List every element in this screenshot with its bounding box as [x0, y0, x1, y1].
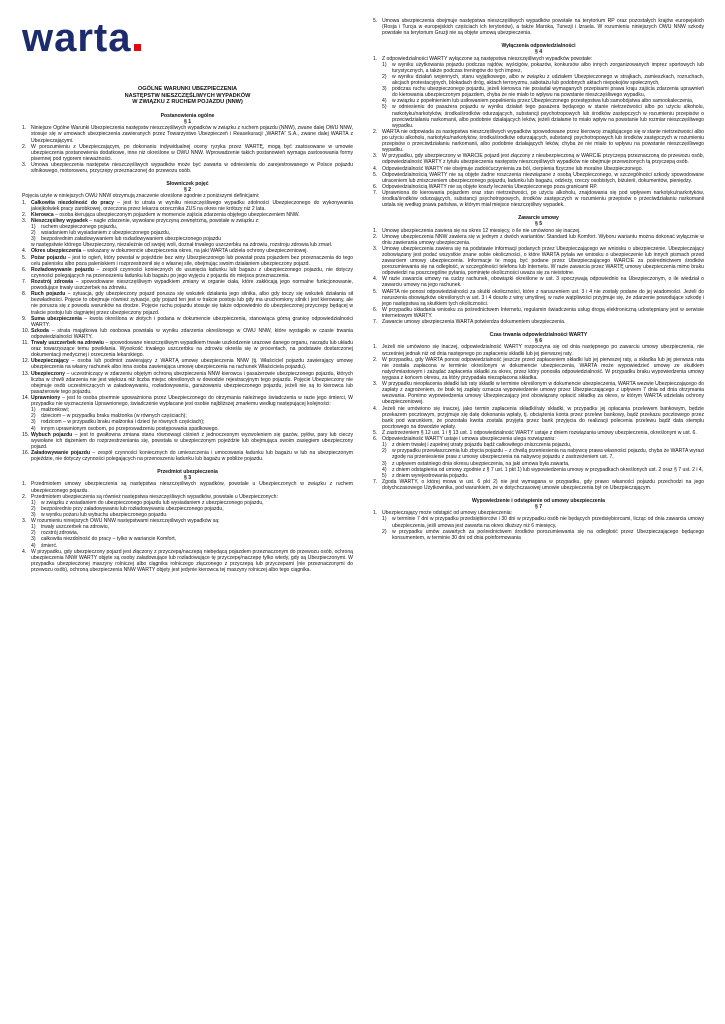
- paragraph-text: [31, 328, 353, 340]
- paragraph-text: [382, 357, 704, 381]
- paragraph-text: [382, 319, 704, 325]
- paragraph-number: 6.: [373, 436, 378, 443]
- paragraph: [22, 371, 353, 395]
- paragraph-body: WARTA nie odpowiada za następstwa nieszczęśliwych wypadków spowodowane przez kierowcę znajdującego się w stanie nietrzeźwości albo po użyciu alkoholu, narkotyku/narkotyków, środka/środków odurzających, substancji psychotropowych lub środków zastępczych w rozumieniu przepisów o przeciwdziałaniu narkomanii, albo podobnie działających leków, chyba że nie miało to wpływu na powstanie nieszczęśliwego wypadku.: [382, 128, 704, 154]
- sub-item: [373, 104, 704, 128]
- paragraph-number: 1.: [22, 125, 27, 132]
- title-line: NASTĘPSTW NIESZCZĘŚLIWYCH WYPADKÓW: [124, 92, 251, 99]
- sub-item-number: 3): [31, 236, 36, 243]
- sub-item-number: 1): [382, 61, 387, 68]
- sub-item-text: podczas ruchu ubezpieczonego pojazdu, jeżeli kierowca nie posiadał wymaganych przepisami prawa kraju zajścia zdarzenia uprawnień do kierowania ubezpieczonym pojazdem, chyba że nie miało to wpływu na powstanie nieszczęśliwego wypadku,: [392, 86, 704, 99]
- sub-item-number: 4): [31, 425, 36, 432]
- paragraph-body: Niniejsze Ogólne Warunki Ubezpieczenia następstw nieszczęśliwych wypadków w związku z ruchem pojazdu (NNW), zwane dalej OWU NNW, stosuje się w umowach ubezpieczenia zawieranych przez Towarzystwo Ubezpieczeń i Reasekuracji „WARTA” S.A., zwane dalej WARTA z Ubezpieczającymi.: [31, 125, 353, 144]
- paragraph: [373, 381, 704, 405]
- paragraph-number: 4.: [22, 548, 27, 555]
- section-title: Zawarcie umowy: [518, 215, 559, 222]
- paragraph-text: [382, 246, 704, 277]
- paragraph-body: Z zastrzeżeniem § 12 ust. 1 i § 13 ust. 1 odpowiedzialność WARTY ustaje z dniem rozwiązania umowy ubezpieczenia, określonym w ust. 6.: [382, 430, 697, 436]
- paragraph: [22, 358, 353, 370]
- sub-item-number: 3): [31, 512, 36, 518]
- paragraph-text: [31, 144, 353, 162]
- defined-term: Okres ubezpieczenia: [31, 248, 82, 255]
- sub-item-number: 1): [31, 407, 36, 414]
- paragraph-body: – zespół czynności koniecznych do umieszczenia i umocowania ładunku lub bagażu w lub na ubezpieczonym pojeździe, nie dotyczy czynności polegających na przenoszeniu ładunku lub bagażu w pobliże pojazdu.: [31, 450, 353, 463]
- paragraph: [22, 291, 353, 315]
- paragraph-body: – jest to gwałtowna zmiana stanu równowagi ciśnień z jednoczesnym wyzwoleniem się gazów, pyłów, pary lub cieczy wywołane ich dążeniem do rozprzestrzeniania się, powstała w ubezpieczonym pojeździe lub obejmująca swoim zasięgiem ubezpieczony pojazd.: [31, 431, 353, 450]
- paragraph-number: 11.: [22, 340, 29, 347]
- paragraph: [22, 549, 353, 573]
- paragraph-body: Umowę ubezpieczenia zawiera się na podstawie informacji podanych przez Ubezpieczającego we wniosku o ubezpieczenie. Ubezpieczający zobowiązany jest podać wszystkie znane sobie okoliczności, o które WARTA pytała we wniosku o ubezpieczenie lub innych pismach przed zawarciem umowy ubezpieczenia. Informacje te mogą być podane przez Ubezpieczającego WARCIE za pośrednictwem środków porozumiewania się na odległość, w szczególności telefonu lub Internetu. W razie zawarcia przez WARTĘ umowy ubezpieczenia mimo braku odpowiedzi na poszczególne pytania, pominięte okoliczności uważa się za nieistotne.: [382, 245, 704, 277]
- sub-item-number: 1): [382, 442, 387, 449]
- paragraph-text: [31, 162, 353, 174]
- paragraph-text: [382, 18, 704, 36]
- paragraph-text: [31, 291, 353, 315]
- paragraph-body: W rozumieniu niniejszych OWU NNW następstwami nieszczęśliwych wypadków są:: [31, 518, 220, 525]
- paragraph-body: W razie zawarcia umowy na cudzy rachunek, obowiązki określone w ust. 3 spoczywają odpowiednio na Ubezpieczonym, o ile wiedział o zawarciu umowy na jego rachunek.: [382, 276, 704, 289]
- paragraph-number: 7.: [373, 319, 378, 326]
- paragraph: [373, 172, 704, 184]
- paragraph-number: 5.: [22, 254, 27, 261]
- paragraph-number: 7.: [373, 189, 378, 196]
- title-line: W ZWIĄZKU Z RUCHEM POJAZDU (NNW): [132, 99, 243, 106]
- defined-term: Ubezpieczony: [31, 370, 65, 377]
- paragraph-text: [31, 358, 353, 370]
- paragraph-text: [31, 279, 353, 291]
- paragraph: [22, 279, 353, 291]
- paragraph: [22, 200, 353, 212]
- sub-item-number: 2): [382, 448, 387, 455]
- paragraph-body: – zespół czynności koniecznych do usunięcia ładunku lub bagażu z ubezpieczonego pojazdu, nie dotyczy czynności polegających na przenoszeniu ładunku lub bagażu po jego wyjęciu z pojazdu do miejsca przeznaczenia.: [31, 266, 353, 279]
- paragraph-body: – jest to ogień, który powstał w pojeździe bez winy Ubezpieczonego lub powstał poza pojazdem bez przeznaczenia do tego celu palenisku albo poza paleniskiem i rozprzestrzenił się o własnej sile, obejmując swoim działaniem ubezpieczony pojazd.: [31, 254, 353, 267]
- paragraph-body: Umowę ubezpieczenia NNW zawiera się w jednym z dwóch wariantów: Standard lub Komfort. Wyboru wariantu można dokonać wyłącznie w dniu zawierania umowy ubezpieczenia.: [382, 233, 704, 246]
- sub-item-number: 4): [382, 466, 387, 473]
- paragraph-body: Jeżeli nie umówiono się inaczej, odpowiedzialność WARTY rozpoczyna się od dnia następnego po zawarciu umowy ubezpieczenia, nie wcześniej jednak niż od dnia następnego po zapłaceniu składki lub jej pierwszej raty.: [382, 344, 704, 357]
- paragraph: [373, 307, 704, 319]
- title-line: OGÓLNE WARUNKI UBEZPIECZENIA: [137, 86, 238, 92]
- paragraph-body: Zawarcie umowy ubezpieczenia WARTA potwierdza dokumentem ubezpieczenia.: [382, 319, 566, 326]
- sub-item-text: w wyniku pożaru lub wybuchu ubezpieczonego pojazdu.: [41, 512, 168, 518]
- sub-item-text: innym uprawnionym osobom, po przeprowadzeniu postępowania spadkowego.: [41, 425, 219, 432]
- section-heading: [22, 113, 353, 125]
- sub-item-number: 1): [31, 499, 36, 506]
- sub-item-text: w wyniku działań wojennych, stanu wyjątkowego, albo w związku z udziałem Ubezpieczonego w strajkach, zamieszkach, rozruchach, akcjach protestacyjnych, blokadach dróg, aktach terroryzmu, sabotażu lub podobnych aktach niepokojów społecznych,: [392, 73, 704, 86]
- paragraph-body: Ubezpieczający może odstąpić od umowy ubezpieczenia:: [382, 510, 512, 517]
- paragraph-text: [31, 316, 353, 328]
- sub-item: [373, 74, 704, 86]
- sub-item-number: 2): [31, 413, 36, 420]
- paragraph-number: 2.: [373, 233, 378, 240]
- sub-item-text: z dniem trwałej i zupełnej utraty pojazdu bądź całkowitego zniszczenia pojazdu,: [392, 442, 572, 449]
- paragraph-body: Odpowiedzialnością WARTY nie są objęte żadne roszczenia niezwiązane z osobą Ubezpieczonego, w szczególności szkody spowodowane utraceniem lub zniszczeniem ubezpieczonego pojazdu, ładunku lub bagażu, odzieży, rzeczy osobistych, biżuterii, dokumentów, pieniędzy.: [382, 171, 704, 184]
- sub-item-text: w przypadku przewłaszczenia lub zbycia pojazdu – z chwilą przeniesienia na nabywcę prawa własności pojazdu, chyba że WARTA wyrazi zgodę na przeniesienie praw z umowy ubezpieczenia na nabywcę pojazdu z zastrzeżeniem ust. 7,: [392, 448, 704, 461]
- defined-term: Rozładowywanie pojazdu: [31, 266, 94, 273]
- paragraph-text: [31, 200, 353, 212]
- paragraph-text: [382, 129, 704, 153]
- paragraph-number: 4.: [22, 248, 27, 255]
- section-number: § 7: [534, 504, 543, 511]
- paragraph-number: 3.: [22, 161, 27, 168]
- paragraph-number: 14.: [22, 395, 30, 402]
- sub-item-text: małżonkowi;: [41, 407, 70, 414]
- continuation-text: w następstwie którego Ubezpieczony, niezależnie od swojej woli, doznał trwałego uszczerbku na zdrowiu, rozstroju zdrowia lub zmarł.: [31, 242, 333, 249]
- paragraph-number: 6.: [373, 306, 378, 313]
- sub-item-number: 5): [382, 104, 387, 111]
- paragraph: [373, 153, 704, 165]
- paragraph-number: 7.: [22, 278, 27, 285]
- paragraph-number: 6.: [22, 266, 27, 273]
- sub-item-number: 3): [382, 460, 387, 467]
- sub-item-number: 2): [31, 530, 36, 537]
- paragraph-number: 3.: [22, 518, 27, 525]
- sub-item-number: 2): [31, 230, 36, 237]
- paragraph-body: Przedmiotem umowy ubezpieczenia są następstwa nieszczęśliwych wypadków, powstałe u Ubezpieczonych w związku z ruchem ubezpieczonego pojazdu.: [31, 481, 353, 494]
- sub-item-number: 4): [31, 542, 36, 549]
- paragraph-body: W przypadku, gdy ubezpieczony w WARCIE pojazd jest złączony z nieubezpieczoną w WARCIE przyczepą przeznaczoną do przewozu osób, odpowiedzialność WARTY z tytułu ubezpieczenia następstw nieszczęśliwych wypadków nie obejmuje przewożonych tą przyczepą osób.: [382, 153, 704, 166]
- paragraph-number: 1.: [22, 481, 27, 488]
- paragraph: [22, 144, 353, 162]
- paragraph-body: Uprawniona do kierowania pojazdem oraz stan nietrzeźwości, po użyciu alkoholu, znajdowania się pod wpływem narkotyku/narkotyków, środka/środków odurzających, substancji psychotropowych, środków zastępczych w rozumieniu przepisów o przeciwdziałaniu narkomanii ustala się według prawa państwa, w którym miał miejsce nieszczęśliwy wypadek.: [382, 189, 704, 209]
- sub-item: [373, 86, 704, 98]
- paragraph-text: [31, 481, 353, 493]
- paragraph-number: 1.: [373, 55, 378, 62]
- paragraph-number: 3.: [373, 381, 378, 388]
- right-column: [373, 18, 704, 541]
- section-title: Przedmiot ubezpieczenia: [157, 469, 218, 476]
- section-title: Wypowiedzenie i odstąpienie od umowy ubezpieczenia: [472, 498, 605, 505]
- paragraph-number: 5.: [373, 430, 378, 436]
- paragraph-number: 13.: [22, 370, 30, 377]
- paragraph: [22, 328, 353, 340]
- paragraph-body: – osoba kierująca ubezpieczonym pojazdem w momencie zajścia zdarzenia objętego ubezpieczeniem NNW.: [53, 211, 300, 218]
- sub-item-text: śmierć.: [41, 542, 58, 549]
- paragraph-body: W przypadku nieopłacenia składki lub raty składki w terminie określonym w dokumencie ubezpieczenia, WARTA wezwie Ubezpieczającego do zapłaty z zagrożeniem, że brak tej zapłaty oznacza wypowiedzenie umowy przez Ubezpieczającego z upływem 7 dnia od dnia otrzymania wezwania. Pomimo wypowiedzenia umowy Ubezpieczający jest obowiązany opłacić składkę za okres, w którym WARTA udzielała ochrony ubezpieczeniowej.: [382, 381, 704, 406]
- paragraph: [22, 125, 353, 143]
- paragraph-number: 10.: [22, 327, 30, 334]
- sub-item: [373, 62, 704, 74]
- sub-item-number: 1): [31, 524, 36, 531]
- sub-item-number: 3): [31, 536, 36, 543]
- paragraph-number: 5.: [373, 18, 378, 24]
- paragraph-text: [382, 276, 704, 288]
- sub-item-text: bezpośrednio przy załadowywaniu lub rozładowywaniu ubezpieczonego pojazdu,: [41, 505, 224, 512]
- sub-item: [373, 516, 704, 528]
- paragraph-body: Umowę ubezpieczenia zawiera się na okres 12 miesięcy, o ile nie umówiono się inaczej.: [382, 227, 581, 234]
- sub-item-text: rozstrój zdrowia,: [41, 530, 79, 537]
- defined-term: Nieszczęśliwy wypadek: [31, 217, 88, 224]
- defined-term: Całkowita niezdolność do pracy: [31, 199, 114, 206]
- paragraph: [373, 246, 704, 277]
- paragraph: [373, 18, 704, 36]
- paragraph-text: [31, 267, 353, 279]
- document-title: [22, 86, 353, 106]
- paragraph-number: 9.: [22, 315, 27, 322]
- paragraph-number: 3.: [22, 217, 27, 224]
- section-heading: [373, 498, 704, 510]
- paragraph-text: [382, 190, 704, 208]
- paragraph-body: Z odpowiedzialności WARTY wyłączone są następstwa nieszczęśliwych wypadków powstałe:: [382, 55, 593, 62]
- defined-term: Wybuch pojazdu: [31, 431, 73, 438]
- paragraph-body: Jeżeli nie umówiono się inaczej, jako termin zapłacenia składki/raty składki, w przypadku jej opłacania przelewem bankowym, będzie przekazem pocztowym, przyjmuje się datę dokonania wpłaty, tj. obciążenia konta przez przelew bankowy, bądź przekazu pocztowego przez bank pod warunkiem, że pozostała kwota została przyjęta przez bank przyjęcia do realizacji polecenia przelewu bądź data stemplu pocztowego na dowodzie wpłaty.: [382, 405, 704, 430]
- sub-item-number: 1): [382, 516, 387, 523]
- sub-item-number: 2): [31, 505, 36, 512]
- paragraph: [373, 344, 704, 356]
- defined-term: Pożar pojazdu: [31, 254, 66, 261]
- section-intro: Pojęcia użyte w niniejszych OWU NNW otrzymują znaczenie określone zgodnie z poniższymi definicjami:: [22, 193, 260, 200]
- paragraph: [373, 129, 704, 153]
- paragraph-body: – spowodowane nieszczęśliwym wypadkiem zmiany w organie ciała, które zakłócają jego normalne funkcjonowanie, powodujące trwały uszczerbek na zdrowiu.: [31, 278, 353, 292]
- sub-item-text: z dniem wyrejestrowania pojazdu.: [392, 472, 469, 479]
- paragraph-number: 7.: [373, 478, 378, 485]
- paragraph-number: 1.: [373, 510, 378, 517]
- sub-item-text: dzieciom – w przypadku braku małżonka (w równych częściach);: [41, 413, 187, 420]
- paragraph-text: [382, 344, 704, 356]
- paragraph-text: [31, 371, 353, 395]
- paragraph-number: 2.: [373, 128, 378, 135]
- section-title: Słowniczek pojęć: [166, 181, 209, 188]
- section-heading: [22, 181, 353, 193]
- paragraph-number: 15.: [22, 431, 30, 438]
- paragraph-number: 12.: [22, 358, 30, 365]
- paragraph: [22, 316, 353, 328]
- paragraph-body: – uczestniczący w zdarzeniu objętym ochroną ubezpieczenia NNW kierowca i pasażerowie ubezpieczonego pojazdu, których liczba w chwili zdarzenia nie jest większa niż liczba miejsc określonych w dowodzie rejestracyjnym tego pojazdu. Pojęcie Ubezpieczony nie obejmuje osób uczestniczących w załadowywaniu, rozładowywaniu, garażowaniu ubezpieczonego pojazdu, jeżeli nie są to kierowca lub pasażerowie tego pojazdu.: [31, 370, 353, 395]
- paragraph-body: – nagłe zdarzenie, wywołane przyczyną zewnętrzną, powstałe w związku z:: [87, 217, 260, 224]
- paragraph-body: Odpowiedzialność WARTY ustaje i umowa ubezpieczenia ulega rozwiązaniu:: [382, 436, 556, 443]
- section-title: Czas trwania odpowiedzialności WARTY: [489, 332, 588, 339]
- sub-item-number: 3): [31, 419, 36, 426]
- paragraph-number: 2.: [22, 493, 27, 500]
- paragraph-body: Przedmiotem ubezpieczenia są również następstwa nieszczęśliwych wypadków, powstałe u Ubezpieczonych:: [31, 493, 278, 500]
- paragraph-body: – kwota określona w złotych i podana w dokumencie ubezpieczenia, stanowiąca górną granicę odpowiedzialności WARTY.: [31, 315, 353, 328]
- section-heading: [22, 469, 353, 481]
- paragraph-number: 1.: [373, 344, 378, 351]
- paragraph: [22, 162, 353, 174]
- paragraph: [22, 481, 353, 493]
- sub-item-number: 1): [31, 223, 36, 230]
- paragraph-number: 5.: [373, 288, 378, 295]
- defined-term: Trwały uszczerbek na zdrowiu: [31, 340, 104, 347]
- paragraph-text: [31, 395, 353, 407]
- defined-term: Ruch pojazdu: [31, 291, 66, 298]
- paragraph: [22, 255, 353, 267]
- section-title: Wyłączenia odpowiedzialności: [501, 43, 576, 50]
- paragraph-number: 16.: [22, 450, 30, 457]
- paragraph: [22, 450, 353, 462]
- paragraph: [22, 395, 353, 407]
- defined-term: Załadowywanie pojazdu: [31, 450, 90, 457]
- section-number: § 6: [534, 338, 543, 345]
- paragraph-text: [31, 432, 353, 450]
- paragraph: [373, 234, 704, 246]
- paragraph-body: W porozumieniu z Ubezpieczającym, po dokonaniu indywidualnej oceny ryzyka przez WARTĘ, mogą być zastosowane w umowie ubezpieczenia postanowienia dodatkowe, inne niż określone w OWU NNW. Wprowadzenie takich postanowień wymaga zastosowania formy pisemnej pod rygorem nieważności.: [31, 143, 353, 162]
- sub-item-text: w wyniku użytkowania pojazdu podczas rajdów, wyścigów, pokazów, konkursów albo innych zorganizowanych imprez sportowych lub turystycznych, a także podczas treningów do tych imprez,: [392, 61, 704, 74]
- paragraph-body: W przypadku, gdy WARTA ponosi odpowiedzialność jeszcze przed zapłaceniem składki lub jej pierwszej raty, a składka lub jej pierwsza rata nie została zapłacona w terminie określonym w dokumencie ubezpieczenia, WARTA może wypowiedzieć umowę ze skutkiem natychmiastowym i zażądać zapłacenia składki za okres, przez który ponosiła odpowiedzialność. W przypadku braku wypowiedzenia umowy wygasa z końcem okresu, za który przypadała niezapłacona składka.: [382, 356, 704, 382]
- paragraph: [22, 340, 353, 358]
- paragraph-body: – strata majątkowa lub osobowa powstała w wyniku zdarzenia określonego w OWU NNW, które wystąpiło w czasie trwania odpowiedzialności WARTY.: [31, 327, 353, 340]
- section-heading: [373, 215, 704, 227]
- sub-item: [373, 529, 704, 541]
- section-number: § 4: [534, 49, 543, 56]
- paragraph-text: [31, 340, 353, 358]
- paragraph-text: [31, 125, 353, 143]
- paragraph-text: [382, 381, 704, 405]
- defined-term: Rozstrój zdrowia: [31, 278, 74, 285]
- sub-item-text: w związku z wsiadaniem do ubezpieczonego pojazdu lub wysiadaniem z ubezpieczonego pojazdu,: [41, 499, 264, 506]
- paragraph-number: 1.: [22, 199, 27, 206]
- logo-dot: [134, 44, 141, 51]
- defined-term: Ubezpieczający: [31, 358, 69, 365]
- sub-item: [373, 448, 704, 460]
- paragraph-body: Umowa ubezpieczenia następstw nieszczęśliwych wypadków może być zawarta w odniesieniu do zarejestrowanego w Polsce pojazdu silnikowego, motoroweru, przyczepy przeznaczonej do przewozu osób.: [31, 161, 353, 175]
- paragraph-body: W przypadku składania wniosku za pośrednictwem Internetu, regulamin świadczenia usług drogą elektroniczną udostępniany jest w serwisie internetowym WARTY.: [382, 306, 704, 320]
- paragraph: [373, 276, 704, 288]
- paragraph-body: WARTA nie ponosi odpowiedzialności za skutki okoliczności, które z naruszeniem ust. 3 i 4 nie zostały podane do jej wiadomości. Jeżeli do naruszenia obowiązków określonych w ust. 3 i 4 doszło z winy umyślnej, w razie wątpliwości przyjmuje się, że zdarzenie powodujące szkodę i jego następstwa są skutkiem tych okoliczności.: [382, 288, 704, 307]
- section-heading: [373, 332, 704, 344]
- paragraph-number: 8.: [22, 291, 27, 298]
- sub-item-text: bezpośrednim załadowywaniem lub rozładowywaniem ubezpieczonego pojazdu: [41, 236, 222, 243]
- paragraph-number: 2.: [22, 211, 27, 218]
- paragraph-body: Odpowiedzialnością WARTY nie są objęte koszty leczenia Ubezpieczonego poza granicami RP.: [382, 183, 598, 190]
- sub-item-text: w przypadku umów zawartych za pośrednictwem środków porozumiewania się na odległość przez Ubezpieczającego będącego konsumentem, w terminie 30 dni od dnia poinformowania: [392, 528, 704, 541]
- paragraph-text: [382, 153, 704, 165]
- section-number: § 5: [534, 221, 543, 228]
- paragraph-body: – spowodowane nieszczęśliwym wypadkiem trwałe uszkodzenie urazowe danego organu, narządu lub układu oraz towarzyszące temu powikłania. Wysokość trwałego uszczerbku na zdrowiu określa się w procentach, na podstawie dostarczonej dokumentacji medycznej i orzeczenia lekarskiego.: [31, 340, 354, 359]
- sub-item-text: wsiadaniem lub wysiadaniem z ubezpieczonego pojazdu,: [41, 230, 171, 237]
- paragraph-text: [382, 172, 704, 184]
- paragraph: [373, 289, 704, 307]
- sub-item-text: rodzicom – w przypadku braku małżonka i dzieci (w równych częściach);: [41, 419, 205, 426]
- paragraph-text: [31, 549, 353, 573]
- paragraph: [373, 357, 704, 381]
- paragraph-number: 4.: [373, 405, 378, 412]
- paragraph-number: 4.: [373, 276, 378, 283]
- paragraph-number: 5.: [373, 171, 378, 178]
- defined-term: Suma ubezpieczenia: [31, 315, 82, 322]
- paragraph-body: – wskazany w dokumencie ubezpieczenia okres, na jaki WARTA udziela ochrony ubezpieczeniowej.: [81, 248, 308, 255]
- paragraph-number: 1.: [373, 227, 378, 234]
- defined-term: Uprawniony: [31, 395, 61, 402]
- sub-item-number: 3): [382, 86, 387, 93]
- paragraph-number: 3.: [373, 245, 378, 252]
- paragraph-text: [31, 255, 353, 267]
- sub-item-text: w odniesieniu do pasażera pojazdu w wyniku działań tego pasażera będącego w stanie nietrzeźwości albo po użyciu alkoholu, narkotyku/narkotyków, środka/środków odurzających, substancji psychotropowych lub środków zastępczych w rozumieniu przepisów o przeciwdziałaniu narkomanii, albo podobnie działających leków, jeżeli działanie to miało wpływ na powstanie lub rozmiar nieszczęśliwego wypadku.: [392, 104, 704, 129]
- section-title: Postanowienia ogólne: [160, 113, 215, 120]
- paragraph: [22, 267, 353, 279]
- paragraph: [373, 406, 704, 430]
- paragraph-number: 2.: [373, 356, 378, 363]
- paragraph-body: – jest to utrata w wyniku nieszczęśliwego wypadku zdolności Ubezpieczonego do wykonywania jakiejkolwiek pracy zarobkowej, orzeczona przez lekarza orzecznika ZUS na okres nie krótszy niż 2 lata.: [31, 199, 353, 212]
- sub-item-number: 5): [382, 472, 387, 479]
- defined-term: Szkoda: [31, 327, 49, 334]
- paragraph: [22, 432, 353, 450]
- left-column: [22, 78, 353, 573]
- section-number: § 3: [183, 475, 192, 482]
- paragraph-text: [382, 406, 704, 430]
- section-heading: [373, 43, 704, 55]
- paragraph-body: Odpowiedzialność WARTY nie obejmuje zadośćuczynienia za ból, cierpienia fizyczne lub moralne Ubezpieczonego.: [382, 165, 643, 172]
- defined-term: Kierowca: [31, 211, 54, 218]
- paragraph: [373, 479, 704, 491]
- paragraph-body: Umowa ubezpieczenia obejmuje następstwa nieszczęśliwych wypadków powstałe na terytorium RP oraz pozostałych krajów europejskich (Rosja i Turcja w europejskich częściach ich terytoriów), a także Maroka, Tunezji i Izraela. W rozumieniu niniejszych OWU NNW szkody powstałe na terytorium Gruzji nie są objęte umową ubezpieczenia.: [382, 18, 704, 37]
- warta-logo: warta: [22, 18, 141, 58]
- paragraph: [373, 319, 704, 325]
- sub-item-number: 2): [382, 73, 387, 80]
- section-number: § 2: [183, 187, 192, 194]
- sub-item-text: w terminie 7 dni w przypadku przedsiębiorców i 30 dni w przypadku osób nie będących przedsiębiorcami, licząc od dnia zawarcia umowy ubezpieczenia, jeśli umowa jest zawarta na okres dłuższy niż 6 miesięcy,: [392, 516, 704, 529]
- paragraph-body: – osoba lub podmiot zawierający z WARTĄ umowę ubezpieczenia NNW (tj. Właściciel pojazdu zawierający umowę ubezpieczenia na własny rachunek albo inna osoba zawierająca umowę ubezpieczenia na rachunek Właściciela pojazdu).: [31, 358, 353, 371]
- sub-item-text: trwały uszczerbek na zdrowiu,: [41, 524, 109, 531]
- sub-item-number: 4): [382, 98, 387, 105]
- paragraph-text: [382, 479, 704, 491]
- sub-item-text: w związku z popełnieniem lub usiłowaniem popełnienia przez Ubezpieczonego przestępstwa lub samobójstwa albo samookaleczenia,: [392, 98, 694, 105]
- paragraph-text: [382, 307, 704, 319]
- paragraph-text: [382, 234, 704, 246]
- paragraph-body: – sytuacja, gdy ubezpieczony pojazd porusza się wskutek działania jego silnika, albo gdy toczy się wskutek działania sił bezwładności. Pojęcie to obejmuje również sytuacje, gdy pojazd ten jest w trakcie postoju lub gdy ma uruchomiony silnik i jest kierowany, ale nie porusza się z powodu warunków na drodze. Pojęcie ruchu pojazdu stosuje się także odpowiednio do ubezpieczonej przyczepy będącej w trakcie postoju lub ciągniętej przez ubezpieczony pojazd.: [31, 291, 354, 316]
- paragraph-body: – jest to osoba pisemnie upoważniona przez Ubezpieczonego do otrzymania należnego świadczenia w razie jego śmierci, W przypadku nie wyznaczenia Uprawnionego, świadczenie wypłacane jest osobie najbliższej zmarłemu według następującej kolejności:: [31, 395, 353, 408]
- sub-item-text: całkowita niezdolność do pracy – tylko w wariancie Komfort,: [41, 536, 177, 543]
- sub-item-text: z upływem ostatniego dnia okresu ubezpieczenia, na jaki umowa była zawarta,: [392, 460, 570, 467]
- section-number: § 1: [183, 119, 192, 126]
- paragraph: [373, 190, 704, 208]
- paragraph-body: W przypadku, gdy ubezpieczony pojazd jest złączony z przyczepą/naczepą niebędącą pojazdem przeznaczonym do przewozu osób, ochroną ubezpieczenia NNW WARTY objęte są osoby załadowujące lub rozładowujące tę przyczepę/naczepę tylko wtedy, gdy są Ubezpieczonymi. W przypadku ubezpieczonej maszyny rolniczej albo ciągnika rolniczego złączonego z przyczepą lub przyczepami (nie przeznaczonymi do przewozu osób), ochroną ubezpieczenia NNW WARTY objęty jest jedynie kierowca tej maszyny rolniczej albo tego ciągnika.: [31, 548, 353, 573]
- paragraph-text: [382, 289, 704, 307]
- paragraph-number: 6.: [373, 183, 378, 190]
- paragraph-number: 3.: [373, 153, 378, 160]
- paragraph-body: Zgoda WARTY, o której mowa w ust. 6 pkt 2) nie jest wymagana w przypadku, gdy prawo własności pojazdu przechodzi na jego dotychczasowego Użytkownika, pod warunkiem, że w dotychczasowej umowie ubezpieczenia był on Ubezpieczającym.: [382, 478, 704, 491]
- paragraph-text: [31, 450, 353, 462]
- paragraph-number: 2.: [22, 143, 27, 150]
- paragraph-number: 4.: [373, 165, 378, 172]
- sub-item-text: z dniem odstąpienia od umowy zgodnie z § 7 ust. 1 pkt 1) lub wypowiedzenia umowy w przypadkach określonych ust. 2 oraz § 7 ust. 2 i 4,: [392, 466, 704, 473]
- sub-item-number: 2): [382, 528, 387, 535]
- sub-item-text: ruchem ubezpieczonego pojazdu,: [41, 223, 118, 230]
